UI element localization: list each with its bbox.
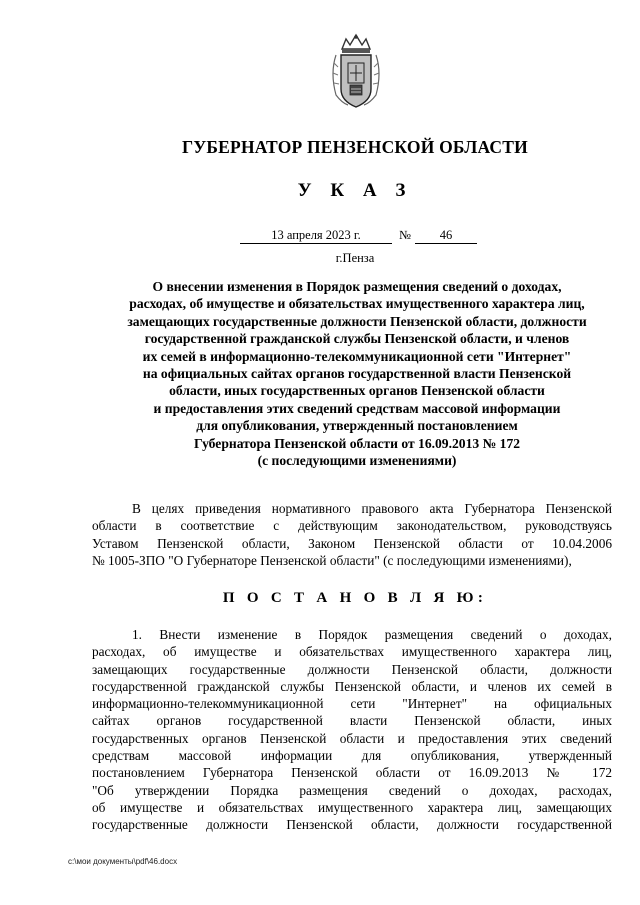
item-line: государственной гражданской службы Пензенской области, и членов их семей в xyxy=(92,678,612,694)
item-line: государственные должности Пензенской области, должности государственной xyxy=(92,817,612,833)
file-path-footer: c:\мои документы\pdf\46.docx xyxy=(68,857,178,866)
document-number: 46 xyxy=(415,227,477,244)
preamble-line: В целях приведения нормативного правового акта Губернатора Пензенской xyxy=(132,501,612,516)
title-line: расходах, об имуществе и обязательствах имущественного характера лиц, xyxy=(129,296,585,312)
issuing-authority: ГУБЕРНАТОР ПЕНЗЕНСКОЙ ОБЛАСТИ xyxy=(182,137,528,157)
preamble-line: области в соответствие с действующим законодательством, руководствуясь xyxy=(92,518,612,534)
preamble-line: Уставом Пензенской области, Законом Пензенской области от 10.04.2006 xyxy=(92,535,612,551)
number-sign: № xyxy=(399,228,411,242)
item-line: государственных органов Пензенской области и предоставления этих сведений xyxy=(92,730,612,746)
title-line: для опубликования, утвержденный постановлением xyxy=(196,418,518,434)
decree-word: П О С Т А Н О В Л Я Ю: xyxy=(222,590,488,606)
item-1-paragraph xyxy=(92,626,612,834)
item-line: сайтах органов государственной власти Пензенской области, иных xyxy=(92,713,612,729)
title-line: Губернатора Пензенской области от 16.09.2013 № 172 xyxy=(193,435,521,451)
item-line: постановлением Губернатора Пензенской области от 16.09.2013 № 172 xyxy=(92,765,612,781)
preamble-line: № 1005-ЗПО "О Губернаторе Пензенской области" (с последующими изменениями), xyxy=(92,552,572,568)
title-line: (с последующими изменениями) xyxy=(257,453,457,469)
document-title xyxy=(92,278,622,469)
document-date: 13 апреля 2023 г. xyxy=(240,227,392,244)
item-line: замещающих государственные должности Пензенской области, должности xyxy=(92,661,612,677)
title-line: и предоставления этих сведений средствам массовой информации xyxy=(153,400,561,416)
coat-of-arms-icon xyxy=(328,33,384,113)
preamble-paragraph xyxy=(92,500,612,569)
item-line: об имуществе и обязательствах имущественного характера лиц, замещающих xyxy=(92,799,612,815)
title-line: О внесении изменения в Порядок размещения сведений о доходах, xyxy=(152,279,562,294)
title-line: государственной гражданской службы Пензенской области, и членов xyxy=(144,331,570,347)
title-line: их семей в информационно-телекоммуникационной сети "Интернет" xyxy=(142,348,572,364)
item-line: расходах, об имуществе и обязательствах имущественного характера лиц, xyxy=(92,644,612,660)
document-city: г.Пенза xyxy=(335,251,375,265)
item-line: "Об утверждении Порядка размещения сведений о доходах, расходах, xyxy=(92,782,612,798)
item-line: 1. Внести изменение в Порядок размещения сведений о доходах, xyxy=(132,627,612,642)
title-line: области, иных государственных органов Пензенской области xyxy=(169,383,545,399)
title-line: замещающих государственные должности Пензенской области, должности xyxy=(127,313,587,329)
item-line: средствам массовой информации для опубликования, утвержденный xyxy=(92,748,612,764)
title-line: на официальных сайтах органов государственной власти Пензенской xyxy=(142,366,572,382)
item-line: информационно-телекоммуникационной сети "Интернет" на официальных xyxy=(92,696,612,712)
document-type: У К А З xyxy=(297,180,413,201)
